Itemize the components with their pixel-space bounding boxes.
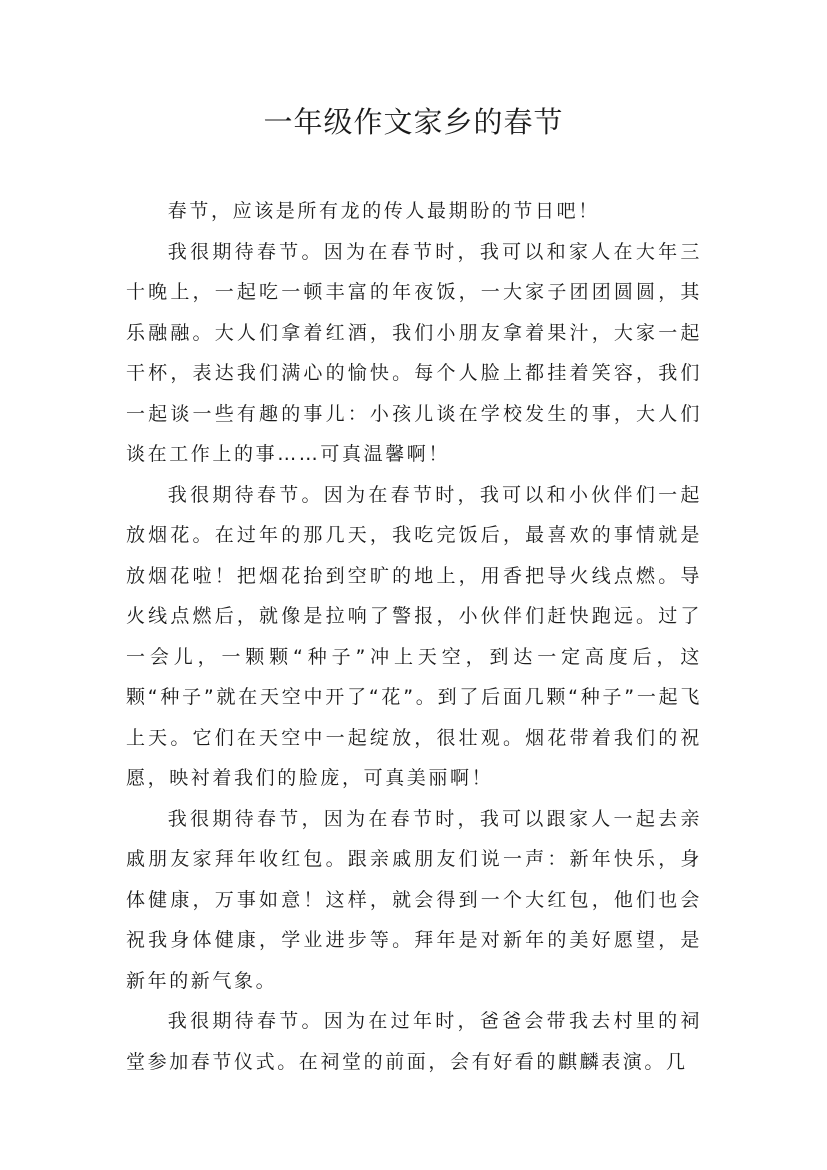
paragraph-3: 我很期待春节。因为在春节时，我可以和小伙伴们一起放烟花。在过年的那几天，我吃完饭后，最喜欢的事情就是放烟花啦！把烟花抬到空旷的地上，用香把导火线点燃。导火线点燃后，就像是拉响了警报，小伙伴们赶快跑远。过了一会儿，一颗颗“种子”冲上天空，到达一定高度后，这颗“种子”就在天空中开了“花”。到了后面几颗“种子”一起飞上天。它们在天空中一起绽放，很壮观。烟花带着我们的祝愿，映衬着我们的脸庞，可真美丽啊！	[126, 483, 702, 789]
paragraph-1: 春节，应该是所有龙的传人最期盼的节日吧！	[167, 200, 600, 222]
document-title: 一年级作文家乡的春节	[263, 105, 564, 139]
paragraph-4: 我很期待春节，因为在春节时，我可以跟家人一起去亲戚朋友家拜年收红包。跟亲戚朋友们说一声：新年快乐，身体健康，万事如意！这样，就会得到一个大红包，他们也会祝我身体健康，学业进步等。拜年是对新年的美好愿望，是新年的新气象。	[126, 807, 702, 992]
document-body	[126, 191, 702, 1082]
paragraph-5: 我很期待春节。因为在过年时，爸爸会带我去村里的祠堂参加春节仪式。在祠堂的前面，会有好看的麒麟表演。几	[126, 1010, 702, 1073]
paragraph-2: 我很期待春节。因为在春节时，我可以和家人在大年三十晚上，一起吃一顿丰富的年夜饭，一大家子团团圆圆，其乐融融。大人们拿着红酒，我们小朋友拿着果汁，大家一起干杯，表达我们满心的愉快。每个人脸上都挂着笑容，我们一起谈一些有趣的事儿：小孩儿谈在学校发生的事，大人们谈在工作上的事……可真温馨啊！	[126, 240, 702, 465]
